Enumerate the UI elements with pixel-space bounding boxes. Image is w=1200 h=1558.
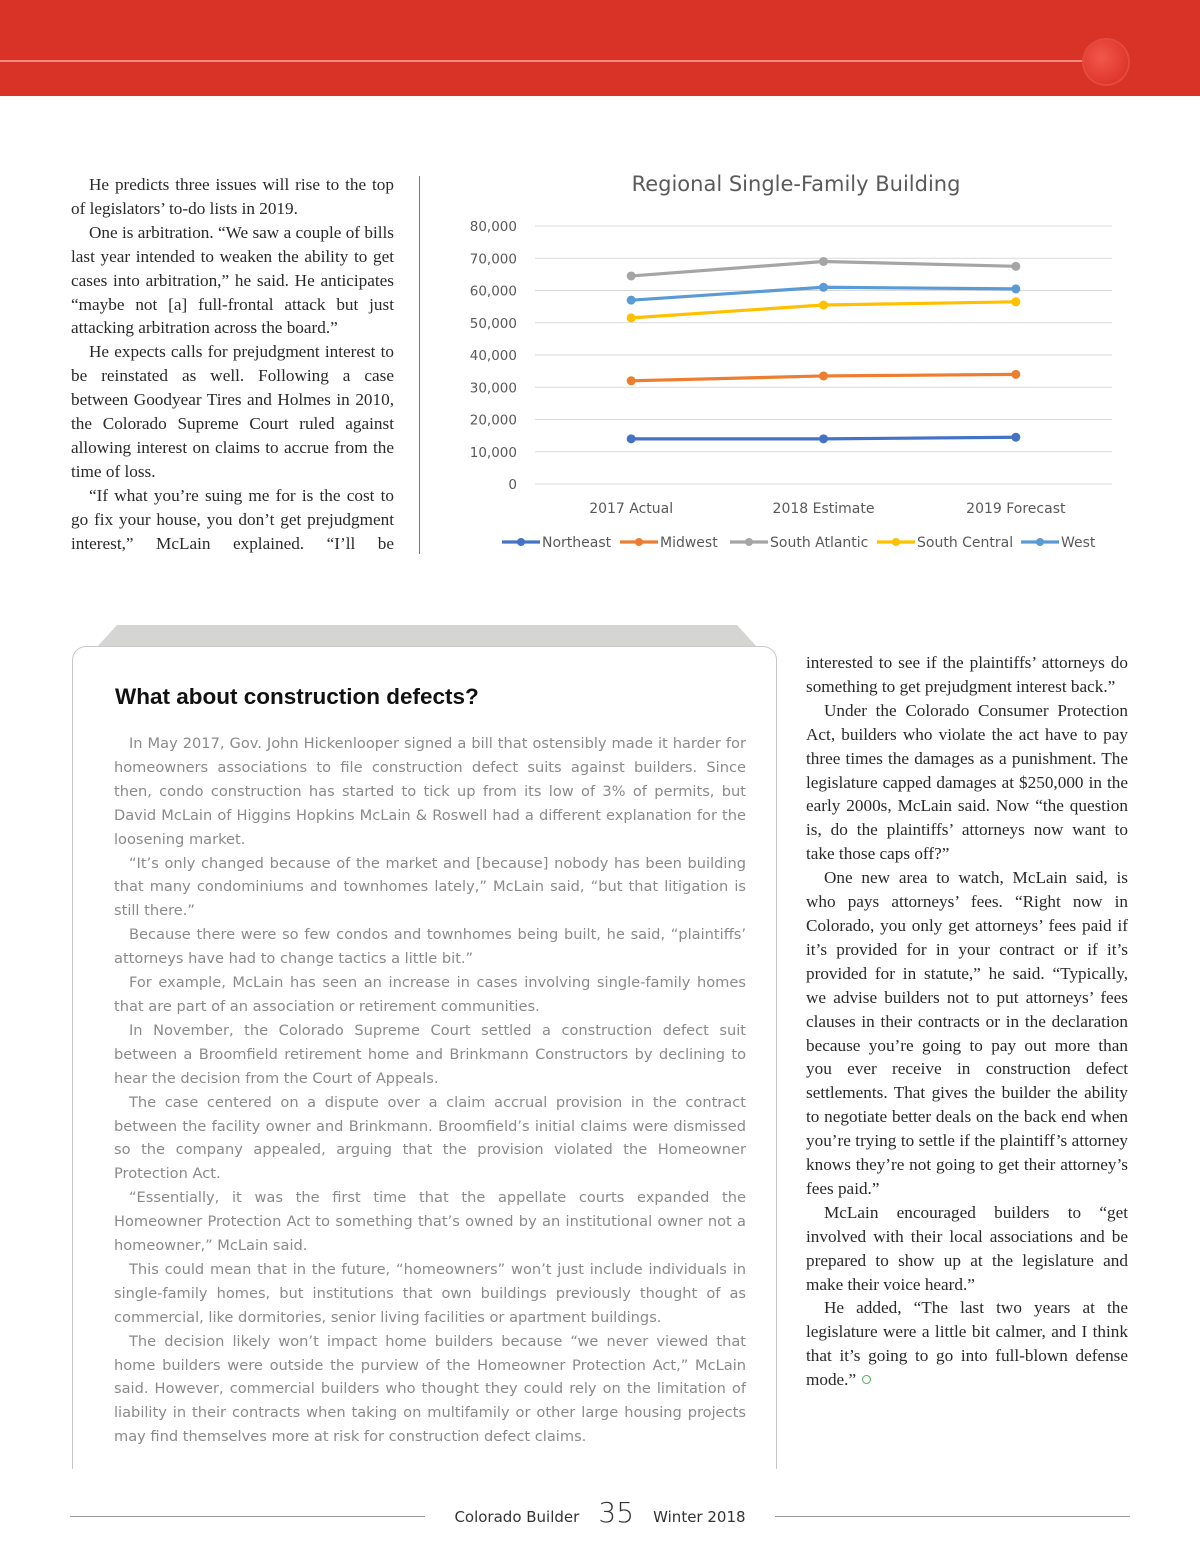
legend-marker xyxy=(635,538,643,546)
data-point xyxy=(819,257,828,266)
legend-marker xyxy=(745,538,753,546)
data-point xyxy=(1011,370,1020,379)
y-tick-label: 70,000 xyxy=(469,251,517,268)
sidebar-paragraph: In May 2017, Gov. John Hickenlooper signed a bill that ostensibly made it harder for homeowners associations to file construction defect suits against builders. Since then, condo construction has started to tick up from its low of 3% of permits, but David McLain of Higgins Hopkins McLain & Roswell had a different explanation for the loosening market. xyxy=(114,735,746,848)
data-point xyxy=(627,271,636,280)
right-article-column xyxy=(806,651,1128,1392)
sidebar-paragraph: “Essentially, it was the first time that the appellate courts expanded the Homeowner Protection Act to something that’s owned by an institutional owner not a homeowner,” McLain said. xyxy=(114,1189,746,1255)
sidebar-body xyxy=(114,732,746,1449)
left-paragraph: One is arbitration. “We saw a couple of bills last year intended to weaken the ability to get cases into arbitration,” he said. He anticipates “maybe not [a] full-frontal attack but just attacking arbitration across the board.” xyxy=(71,222,394,338)
legend-label: South Central xyxy=(917,535,1014,551)
y-tick-label: 0 xyxy=(508,477,517,493)
sidebar-paragraph: Because there were so few condos and townhomes being built, he said, “plaintiffs’ attorneys have had to change tactics a little bit.” xyxy=(114,926,746,968)
legend-marker xyxy=(892,538,900,546)
right-paragraph: Under the Colorado Consumer Protection Act, builders who violate the act have to pay three times the damages as a punishment. The legislature capped damages at $250,000 in the early 2000s, McLain said. Now “the question is, do the plaintiffs’ attorneys now want to take those caps off?” xyxy=(806,700,1128,864)
data-point xyxy=(819,283,828,292)
y-tick-label: 50,000 xyxy=(469,315,517,332)
legend-marker xyxy=(517,538,525,546)
y-tick-label: 40,000 xyxy=(469,348,517,364)
legend-marker xyxy=(1036,538,1044,546)
left-paragraph: He predicts three issues will rise to the top of legislators’ to-do lists in 2019. xyxy=(71,175,394,218)
header-line xyxy=(0,60,1092,62)
footer-rule-left xyxy=(70,1516,425,1517)
sidebar-paragraph: “It’s only changed because of the market and [because] nobody has been building that many condominiums and townhomes lately,” McLain said, “but that litigation is still there.” xyxy=(114,854,746,920)
data-point xyxy=(627,434,636,443)
sidebar-paragraph: In November, the Colorado Supreme Court settled a construction defect suit between a Broomfield retirement home and Brinkmann Constructors by declining to hear the decision from the Court of Appeals. xyxy=(114,1021,746,1087)
data-point xyxy=(1011,297,1020,306)
regional-building-chart xyxy=(440,160,1130,560)
chart-title: Regional Single-Family Building xyxy=(631,172,961,196)
data-point xyxy=(1011,284,1020,293)
x-tick-label: 2019 Forecast xyxy=(966,501,1066,517)
legend-label: Northeast xyxy=(542,535,612,551)
sidebar-title: What about construction defects? xyxy=(115,684,479,709)
y-tick-label: 60,000 xyxy=(469,283,517,300)
footer-rule-right xyxy=(775,1516,1130,1517)
page-number: 35 xyxy=(598,1496,635,1529)
legend-label: Midwest xyxy=(660,535,718,551)
y-tick-label: 20,000 xyxy=(469,412,517,429)
legend-label: West xyxy=(1061,535,1096,551)
x-tick-label: 2017 Actual xyxy=(589,501,674,517)
column-divider xyxy=(419,176,420,554)
right-paragraph: One new area to watch, McLain said, is who pays attorneys’ fees. “Right now in Colorado, you only get attorneys’ fees paid if it’s provided for in your contract or if it’s provided for in statute,” he said. “Typically, we advise builders not to put attorneys’ fees clauses in their contracts or in the declaration because you’re going to pay out more than you ever receive in construction defect settlements. That gives the builder the ability to negotiate better deals on the back end when you’re trying to settle if the plaintiff’s attorney knows they’re not going to get their attorney’s fees paid.” xyxy=(806,868,1128,1198)
footer-publication: Colorado Builder xyxy=(454,1508,580,1526)
x-tick-label: 2018 Estimate xyxy=(772,501,875,517)
end-of-story-icon xyxy=(862,1375,871,1384)
sidebar-paragraph: This could mean that in the future, “homeowners” won’t just include individuals in single-family homes, but institutions that own buildings previously thought of as commercial, like dormitories, senior living facilities or apartment buildings. xyxy=(114,1260,746,1326)
chart-plot xyxy=(440,160,1130,560)
data-point xyxy=(627,313,636,322)
sidebar-paragraph: The decision likely won’t impact home builders because “we never viewed that home builders were outside the purview of the Homeowner Protection Act,” McLain said. However, commercial builders who thought they could rely on the limitation of liability in their contracts when taking on multifamily or other large housing projects may find themselves more at risk for construction defect claims. xyxy=(114,1332,746,1446)
data-point xyxy=(1011,433,1020,442)
data-point xyxy=(1011,262,1020,271)
left-paragraph: He expects calls for prejudgment interest to be reinstated as well. Following a case between Goodyear Tires and Holmes in 2010, the Colorado Supreme Court ruled against allowing interest on claims to accrue from the time of loss. xyxy=(71,342,394,481)
data-point xyxy=(819,371,828,380)
data-point xyxy=(627,296,636,305)
left-article-column xyxy=(71,173,394,556)
data-point xyxy=(819,301,828,310)
data-point xyxy=(627,376,636,385)
y-tick-label: 30,000 xyxy=(469,380,517,397)
closing-text: He added, “The last two years at the legislature were a little bit calmer, and I think that it’s going to go into full-blown defense mode.” xyxy=(806,1298,1128,1390)
data-point xyxy=(819,434,828,443)
y-tick-label: 10,000 xyxy=(469,444,517,461)
right-paragraph xyxy=(806,1296,1128,1392)
footer-issue: Winter 2018 xyxy=(653,1508,746,1526)
y-tick-label: 80,000 xyxy=(469,219,517,235)
right-paragraph: McLain encouraged builders to “get involved with their local associations and be prepared to show up at the legislature and make their voice heard.” xyxy=(806,1202,1128,1294)
sidebar-paragraph: For example, McLain has seen an increase in cases involving single-family homes that are part of an association or retirement communities. xyxy=(114,974,746,1015)
header-band xyxy=(0,0,1200,96)
sidebar-tab xyxy=(97,625,757,647)
sidebar-paragraph: The case centered on a dispute over a claim accrual provision in the contract between the facility owner and Brinkmann. Broomfield’s initial claims were dismissed so the company appealed, arguing that the provision violated the Homeowner Protection Act. xyxy=(114,1093,746,1183)
legend-label: South Atlantic xyxy=(770,535,869,551)
left-paragraph: “If what you’re suing me for is the cost to go fix your house, you don’t get prejudgment interest,” McLain explained. “I’ll be xyxy=(71,485,394,553)
page-footer xyxy=(425,1496,775,1529)
right-paragraph: interested to see if the plaintiffs’ attorneys do something to get prejudgment interest back.” xyxy=(806,653,1128,696)
header-dot-ornament xyxy=(1084,40,1128,84)
